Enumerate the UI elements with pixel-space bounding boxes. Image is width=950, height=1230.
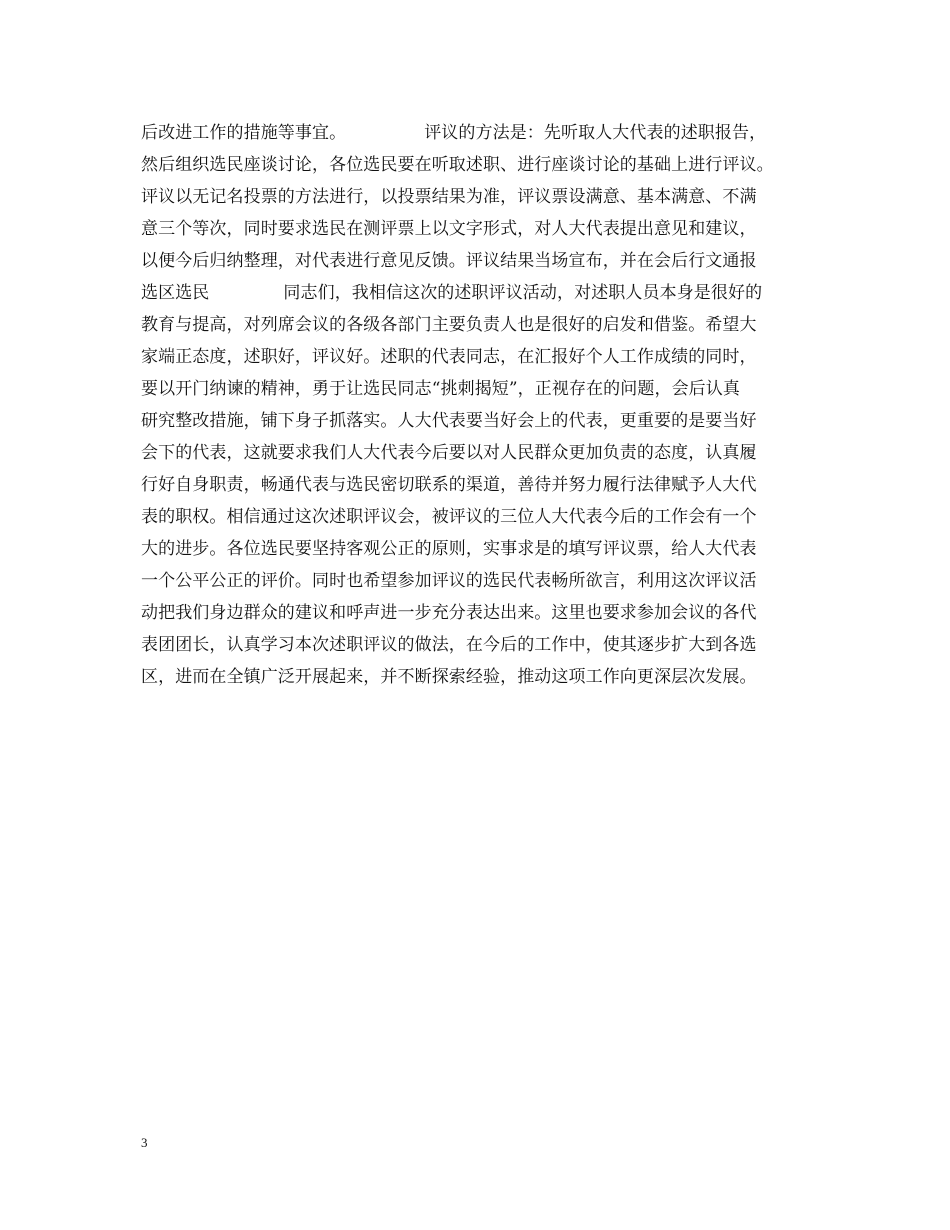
page-number: 3: [141, 1135, 148, 1150]
text-line: [141, 245, 841, 277]
text-line: [141, 533, 841, 565]
text-line: [141, 181, 841, 213]
text-segment: 要以开门纳谏的精神，勇于让选民同志“挑刺揭短”，正视存在的问题，会后认真: [141, 379, 740, 399]
text-segment: 教育与提高，对列席会议的各级各部门主要负责人也是很好的启发和借鉴。希望大: [141, 315, 757, 335]
text-line: [141, 629, 841, 661]
text-line: [141, 341, 841, 373]
text-segment: 研究整改措施，铺下身子抓落实。人大代表要当好会上的代表，更重要的是要当好: [141, 411, 757, 431]
text-segment: 表团团长，认真学习本次述职评议的做法，在今后的工作中，使其逐步扩大到各选: [141, 635, 757, 655]
text-line: [141, 469, 841, 501]
text-segment: 评议以无记名投票的方法进行，以投票结果为准，评议票设满意、基本满意、不满: [141, 187, 757, 207]
text-segment: 一个公平公正的评价。同时也希望参加评议的选民代表畅所欲言，利用这次评议活: [141, 571, 757, 591]
text-line: [141, 117, 841, 149]
text-line: [141, 437, 841, 469]
text-line: [141, 373, 841, 405]
text-segment: 表的职权。相信通过这次述职评议会，被评议的三位人大代表今后的工作会有一个: [141, 507, 757, 527]
text-segment: 同志们，我相信这次的述职评议活动，对述职人员本身是很好的: [283, 283, 763, 303]
text-segment: 后改进工作的措施等事宜。: [141, 123, 347, 143]
text-segment: 以便今后归纳整理，对代表进行意见反馈。评议结果当场宣布，并在会后行文通报: [141, 251, 757, 271]
text-segment: 会下的代表，这就要求我们人大代表今后要以对人民群众更加负责的态度，认真履: [141, 443, 757, 463]
text-line: [141, 565, 841, 597]
text-line: [141, 149, 841, 181]
text-segment: 然后组织选民座谈讨论，各位选民要在听取述职、进行座谈讨论的基础上进行评议。: [141, 155, 774, 175]
text-line: [141, 213, 841, 245]
text-segment: 家端正态度，述职好，评议好。述职的代表同志，在汇报好个人工作成绩的同时，: [141, 347, 757, 367]
text-segment: 评议的方法是：先听取人大代表的述职报告，: [424, 123, 767, 143]
body-text: [141, 117, 841, 693]
text-segment: 行好自身职责，畅通代表与选民密切联系的渠道，善待并努力履行法律赋予人大代: [141, 475, 757, 495]
text-line: [141, 597, 841, 629]
text-line: [141, 501, 841, 533]
text-segment: 动把我们身边群众的建议和呼声进一步充分表达出来。这里也要求参加会议的各代: [141, 603, 757, 623]
text-segment: 意三个等次，同时要求选民在测评票上以文字形式，对人大代表提出意见和建议，: [141, 219, 757, 239]
text-segment: 选区选民: [141, 283, 210, 303]
text-segment: 区，进而在全镇广泛开展起来，并不断探索经验，推动这项工作向更深层次发展。: [141, 667, 757, 687]
text-line: [141, 405, 841, 437]
text-segment: 大的进步。各位选民要坚持客观公正的原则，实事求是的填写评议票，给人大代表: [141, 539, 757, 559]
text-line: [141, 661, 841, 693]
text-line: [141, 309, 841, 341]
text-line: [141, 277, 841, 309]
